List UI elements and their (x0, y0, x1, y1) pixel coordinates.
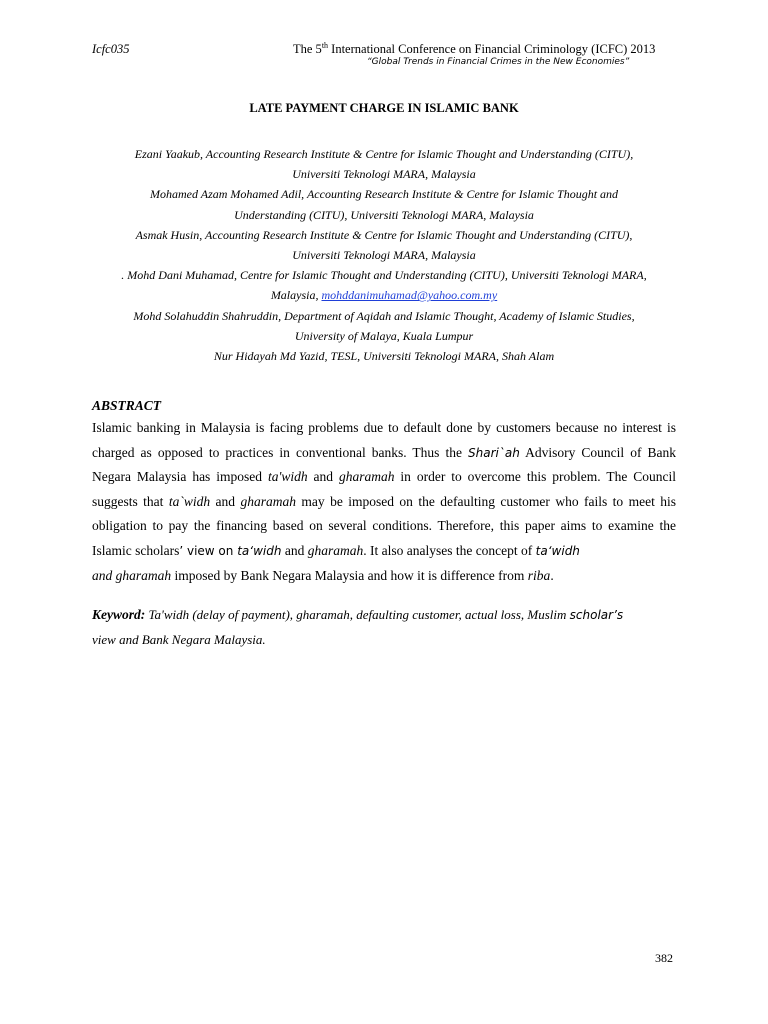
conference-title-post: International Conference on Financial Criminology (ICFC) 2013 (328, 42, 656, 56)
author-email-link[interactable]: mohddanimuhamad@yahoo.com.my (321, 288, 498, 303)
author-line: Mohd Solahuddin Shahruddin, Department of Aqidah and Islamic Thought, Academy of Islamic Studies, (133, 308, 635, 323)
abstract-term: ta‘widh (237, 543, 282, 558)
conference-title (293, 42, 655, 57)
abstract-term: gharamah (240, 493, 296, 509)
abstract-text: and (307, 469, 339, 485)
keywords-label: Keyword: (92, 607, 146, 622)
author-line: University of Malaya, Kuala Lumpur (294, 328, 474, 343)
abstract-body (92, 416, 676, 588)
abstract-term: riba (527, 567, 551, 583)
paper-title: LATE PAYMENT CHARGE IN ISLAMIC BANK (249, 101, 519, 115)
abstract-text: imposed by Bank Negara Malaysia and how it is difference from (171, 567, 528, 583)
abstract-term: gharamah (307, 542, 364, 558)
author-line-text: Malaysia, (270, 288, 322, 303)
abstract-text: and (210, 493, 241, 509)
author-line: Universiti Teknologi MARA, Malaysia (292, 248, 476, 263)
abstract-text: . It also analyses the concept of (363, 542, 536, 558)
abstract-term: ta‘widh (535, 543, 580, 558)
author-line: Nur Hidayah Md Yazid, TESL, Universiti Teknologi MARA, Shah Alam (213, 349, 555, 364)
abstract-term: and gharamah (92, 567, 172, 583)
abstract-text: in order to overcome this problem. The Council suggests that (92, 469, 676, 509)
keywords-text-2: view and Bank Negara Malaysia. (92, 631, 266, 647)
abstract-text: ’ view on (179, 543, 238, 558)
abstract-term: ta'widh (267, 469, 308, 485)
author-line: Universiti Teknologi MARA, Malaysia (292, 167, 476, 182)
author-line: Understanding (CITU), Universiti Teknologi MARA, Malaysia (234, 207, 534, 222)
author-line: Ezani Yaakub, Accounting Research Institute & Centre for Islamic Thought and Understanding (CITU), (134, 147, 634, 161)
abstract-text: Islamic banking in Malaysia is facing problems due to default done by customers because no interest is charged as opposed to practices in conventional banks. Thus the (92, 420, 676, 460)
keywords-text: Ta'widh (delay of payment), gharamah, defaulting customer, actual loss, Muslim (145, 607, 570, 622)
abstract-text: may be imposed on the defaulting customer who fails to meet his obligation to pay the financing based on several conditions. Therefore, this paper aims to examine the Islamic scholars (92, 493, 676, 558)
abstract-text: . (550, 567, 554, 583)
author-list (92, 144, 676, 366)
abstract-heading: ABSTRACT (92, 398, 162, 413)
abstract-term: ta`widh (168, 493, 211, 509)
abstract-term: Shari`ah (468, 445, 520, 460)
paper-code: Icfc035 (92, 42, 130, 56)
conference-tagline: “Global Trends in Financial Crimes in the New Economies” (367, 57, 630, 67)
conference-title-sup: th (321, 41, 329, 50)
author-line: . Mohd Dani Muhamad, Centre for Islamic Thought and Understanding (CITU), Universiti Teknologi MARA, (121, 268, 647, 283)
abstract-text: Advisory Council of Bank Negara Malaysia has imposed (92, 444, 676, 485)
author-line: Asmak Husin, Accounting Research Institute & Centre for Islamic Thought and Understanding (CITU), (135, 227, 633, 242)
author-line: Mohamed Azam Mohamed Adil, Accounting Research Institute & Centre for Islamic Thought and (149, 187, 619, 202)
abstract-text: and (281, 542, 308, 558)
keywords-line (92, 603, 676, 652)
abstract-term: gharamah (338, 469, 395, 485)
conference-title-pre: The 5 (293, 42, 322, 56)
page-number: 382 (655, 951, 673, 965)
author-line (92, 285, 676, 305)
keywords-scholar: scholar’s (569, 608, 624, 622)
